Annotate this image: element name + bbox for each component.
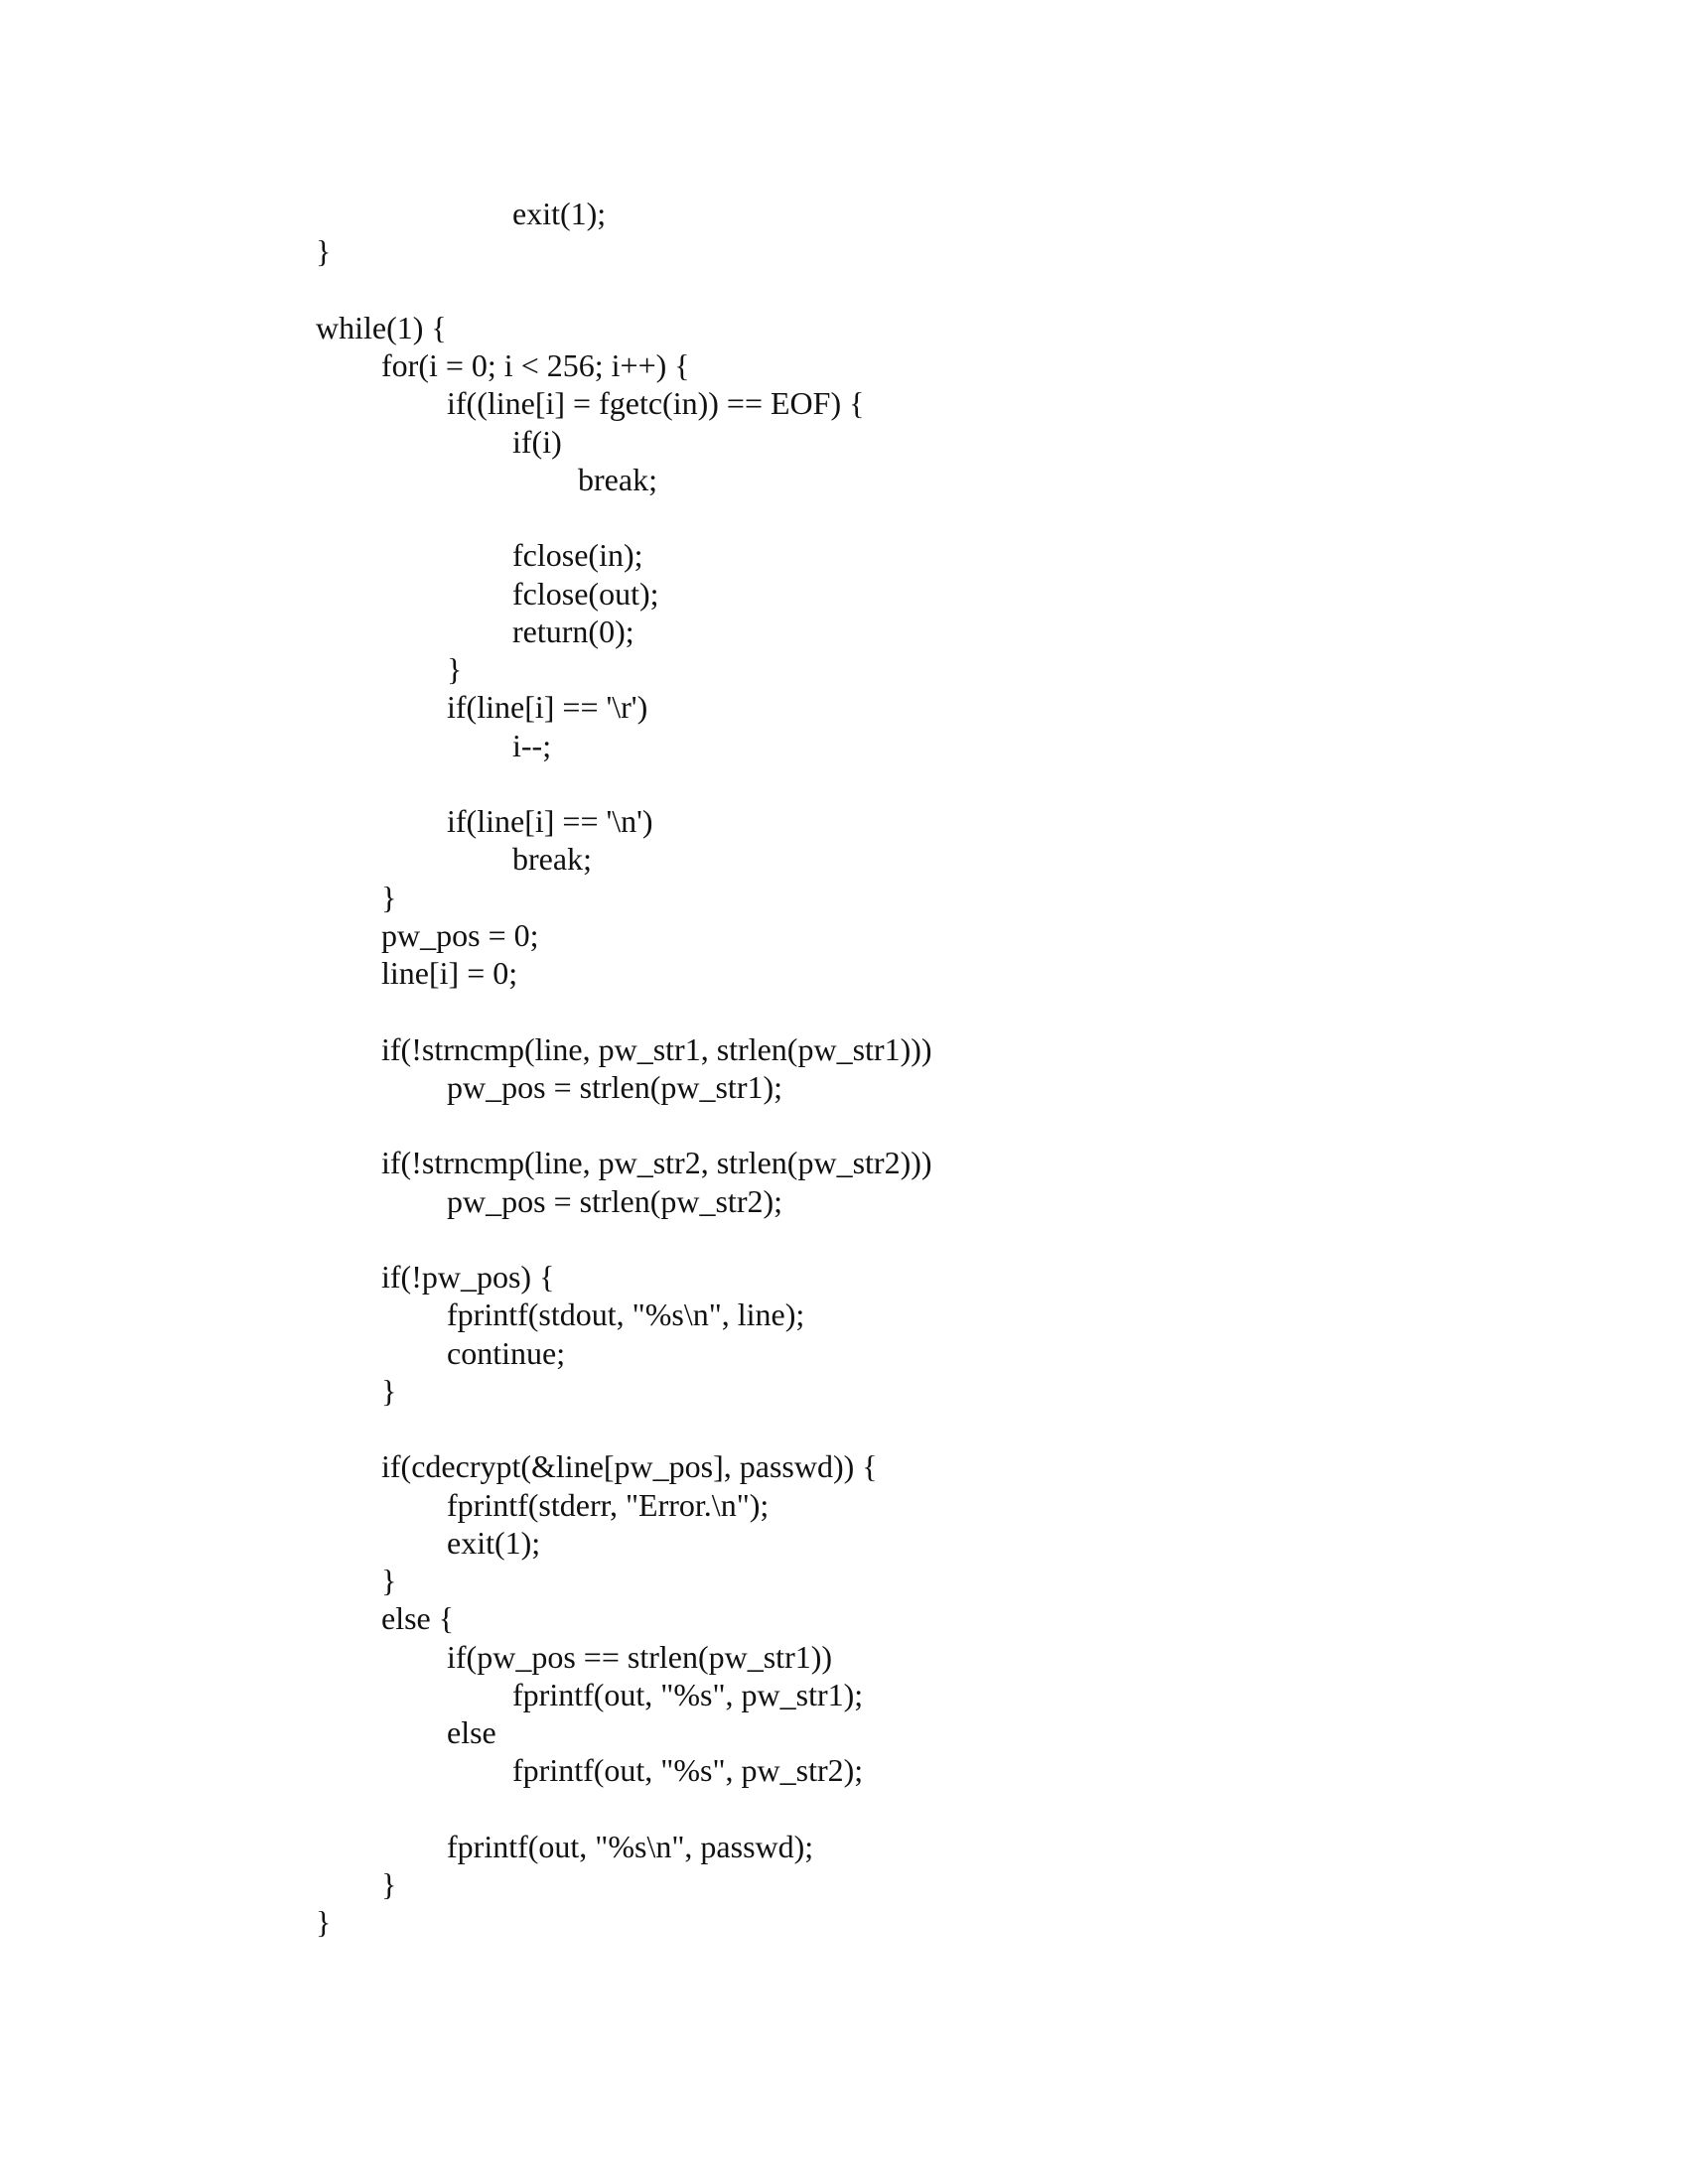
code-line: pw_pos = strlen(pw_str1); (447, 1068, 783, 1105)
code-line: for(i = 0; i < 256; i++) { (381, 347, 690, 383)
code-line: if(!strncmp(line, pw_str2, strlen(pw_str2))) (381, 1145, 932, 1181)
code-line: if((line[i] = fgetc(in)) == EOF) { (447, 385, 865, 422)
code-line: i--; (512, 727, 552, 763)
code-line: } (381, 1563, 397, 1598)
blank-line (316, 1790, 932, 1828)
code-line: continue; (447, 1334, 566, 1371)
code-line: pw_pos = 0; (381, 916, 539, 953)
code-line: if(line[i] == '\n') (447, 803, 653, 839)
code-line: line[i] = 0; (381, 955, 518, 991)
code-line: if(!strncmp(line, pw_str1, strlen(pw_str1))) (381, 1030, 932, 1067)
blank-line (316, 1220, 932, 1258)
code-line: pw_pos = strlen(pw_str2); (447, 1182, 783, 1219)
code-line: } (316, 1904, 332, 1941)
code-line: exit(1); (447, 1524, 541, 1561)
code-line: } (381, 1372, 397, 1409)
code-line: if(cdecrypt(&line[pw_pos], passwd)) { (381, 1448, 878, 1485)
code-line: fclose(out); (512, 575, 659, 612)
code-line: exit(1); (512, 196, 607, 231)
code-line: if(pw_pos == strlen(pw_str1)) (447, 1638, 833, 1675)
blank-line (316, 498, 932, 536)
code-line: break; (512, 841, 592, 878)
code-line: } (381, 1866, 397, 1902)
blank-line (316, 992, 932, 1029)
blank-line (316, 271, 932, 309)
code-line: } (316, 233, 332, 270)
code-line: } (381, 879, 397, 915)
blank-line (316, 1410, 932, 1447)
code-line: fprintf(out, "%s\n", passwd); (447, 1828, 814, 1864)
code-line: fprintf(out, "%s", pw_str2); (512, 1752, 864, 1789)
code-listing (316, 195, 932, 1942)
code-line: } (447, 651, 463, 687)
code-line: if(i) (512, 423, 562, 460)
code-line: return(0); (512, 613, 634, 649)
code-line: fprintf(out, "%s", pw_str1); (512, 1676, 864, 1712)
code-line: fprintf(stderr, "Error.\n"); (447, 1486, 770, 1523)
code-line: break; (578, 461, 657, 497)
code-line: while(1) { (316, 309, 447, 345)
code-line: if(!pw_pos) { (381, 1259, 555, 1295)
blank-line (316, 1106, 932, 1144)
code-line: fprintf(stdout, "%s\n", line); (447, 1297, 805, 1333)
code-line: else (447, 1714, 496, 1750)
code-line: fclose(in); (512, 537, 643, 574)
code-line: else { (381, 1600, 455, 1637)
blank-line (316, 764, 932, 802)
code-line: if(line[i] == '\r') (447, 689, 648, 726)
